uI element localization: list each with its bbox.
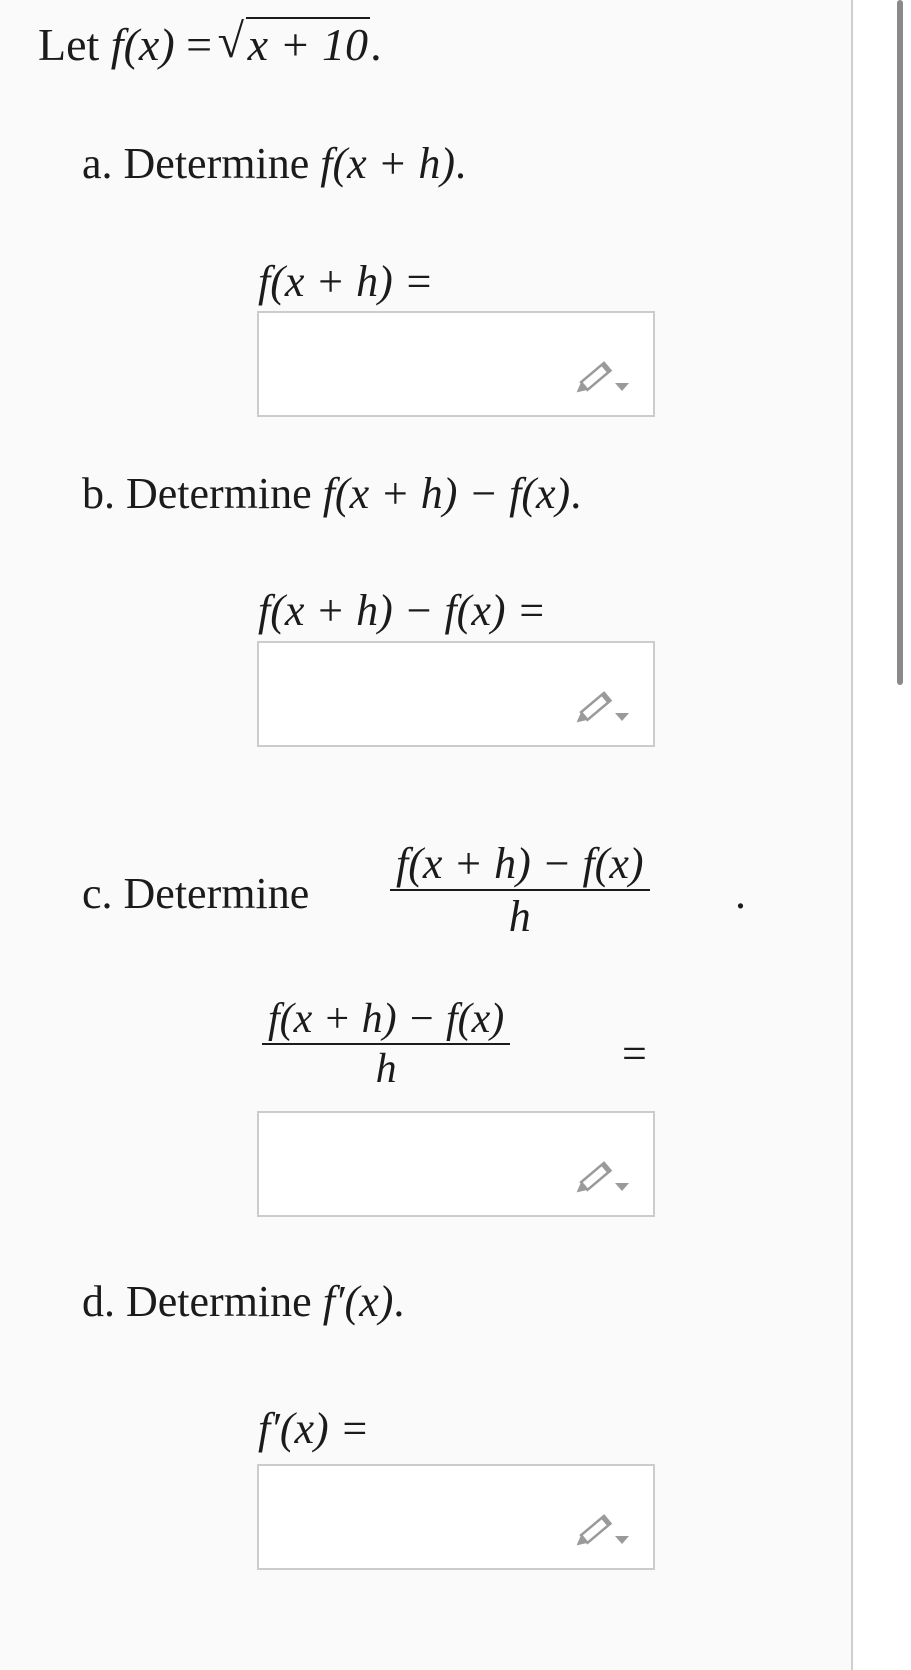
part-a-expression: f(x + h)	[320, 139, 455, 188]
pencil-dropdown-icon[interactable]	[575, 1506, 631, 1546]
statement-period: .	[370, 19, 382, 70]
part-a-label: a. Determine	[82, 139, 321, 188]
part-d-expression: f′(x)	[322, 1277, 394, 1326]
part-c-label: c. Determine	[82, 869, 310, 918]
statement-prefix: Let	[38, 19, 111, 70]
part-a-answer-label: f(x + h) =	[258, 257, 434, 306]
sidebar-divider	[851, 0, 853, 1670]
problem-statement	[38, 18, 382, 71]
part-b-answer-label: f(x + h) − f(x) =	[258, 586, 547, 635]
part-d-answer-label: f′(x) =	[258, 1404, 370, 1453]
part-b-period: .	[570, 469, 582, 518]
part-b-answer-input[interactable]	[257, 641, 655, 747]
part-c-answer-numerator: f(x + h) − f(x)	[268, 996, 505, 1042]
part-c-fraction	[390, 838, 650, 942]
part-b-label: b. Determine	[82, 469, 323, 518]
part-c-answer-denominator: h	[375, 1046, 397, 1092]
equals-sign: =	[174, 19, 224, 70]
scrollbar-thumb[interactable]	[897, 0, 903, 685]
square-root	[224, 18, 370, 71]
part-c-answer-fraction	[262, 995, 510, 1093]
pencil-dropdown-icon[interactable]	[575, 683, 631, 723]
part-d-period: .	[393, 1277, 405, 1326]
part-a-period: .	[454, 139, 466, 188]
part-c-answer-input[interactable]	[257, 1111, 655, 1217]
pencil-dropdown-icon[interactable]	[575, 1153, 631, 1193]
part-c-period: .	[735, 869, 746, 918]
part-a-answer-input[interactable]	[257, 311, 655, 417]
function-name: f(x)	[110, 19, 175, 70]
part-b-prompt	[82, 468, 581, 519]
part-d-prompt	[82, 1276, 404, 1327]
part-c-answer-equals: =	[622, 1029, 647, 1078]
part-a-prompt	[82, 138, 466, 189]
part-b-expression: f(x + h) − f(x)	[322, 469, 571, 518]
part-c-numerator: f(x + h) − f(x)	[396, 839, 644, 888]
pencil-dropdown-icon[interactable]	[575, 353, 631, 393]
radicand: x + 10	[247, 19, 369, 70]
part-d-answer-input[interactable]	[257, 1464, 655, 1570]
part-d-label: d. Determine	[82, 1277, 323, 1326]
part-c-denominator: h	[508, 892, 531, 941]
